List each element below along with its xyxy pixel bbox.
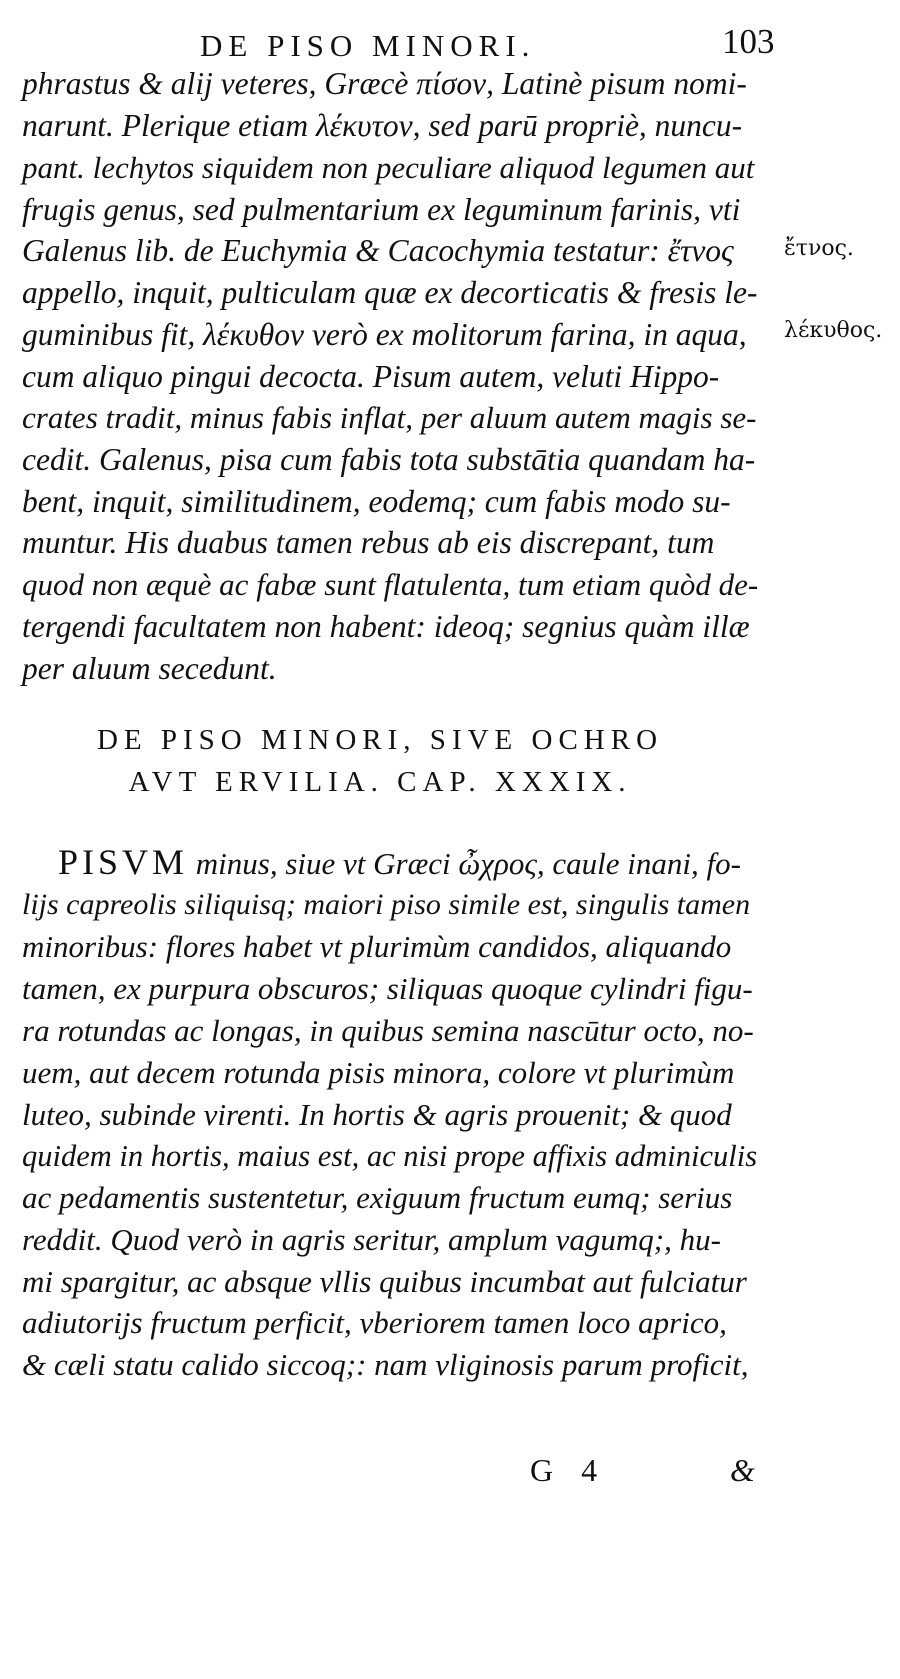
chapter-first-line xyxy=(58,840,741,886)
text-line: tergendi facultatem non habent: ideoq; segnius quàm illæ xyxy=(22,609,750,644)
text-line: phrastus & alij veteres, Græcè πίσον, Latinè pisum nomi- xyxy=(22,66,747,101)
text-line: crates tradit, minus fabis inflat, per aluum autem magis se- xyxy=(22,400,757,435)
text-line: tamen, ex purpura obscuros; siliquas quoque cylindri figu- xyxy=(22,971,753,1006)
text-line: appello, inquit, pulticulam quæ ex decorticatis & fresis le- xyxy=(22,275,758,310)
text-line: cum aliquo pingui decocta. Pisum autem, veluti Hippo- xyxy=(22,359,720,394)
running-head: DE PISO MINORI. xyxy=(200,28,536,63)
chapter-heading-line2: AVT ERVILIA. CAP. XXXIX. xyxy=(128,766,632,798)
margin-note: ἔτνος. xyxy=(784,236,854,261)
text-line: reddit. Quod verò in agris seritur, amplum vagumq;, hu- xyxy=(22,1222,721,1257)
text-line: quidem in hortis, maius est, ac nisi prope affixis adminiculis xyxy=(22,1139,758,1173)
text-line: quod non æquè ac fabæ sunt flatulenta, tum etiam quòd de- xyxy=(22,567,759,602)
text-line: & cæli statu calido siccoq;: nam vliginosis parum proficit, xyxy=(22,1347,749,1382)
text-line: narunt. Plerique etiam λέκυτον, sed parū propriè, nuncu- xyxy=(22,108,743,143)
text-line: ra rotundas ac longas, in quibus semina nascūtur octo, no- xyxy=(22,1013,754,1048)
initial-word: PISVM xyxy=(58,842,189,882)
text-line: mi spargitur, ac absque vllis quibus incumbat aut fulciatur xyxy=(22,1264,747,1299)
catchword: & xyxy=(730,1452,755,1488)
text-line: per aluum secedunt. xyxy=(22,651,277,686)
text-line: lijs capreolis siliquisq; maiori piso simile est, singulis tamen xyxy=(22,888,751,921)
text-line: uem, aut decem rotunda pisis minora, colore vt plurimùm xyxy=(22,1055,735,1090)
text-line: luteo, subinde virenti. In hortis & agris prouenit; & quod xyxy=(22,1097,732,1132)
signature-mark: G 4 xyxy=(530,1452,608,1488)
text-line: pant. lechytos siquidem non peculiare aliquod legumen aut xyxy=(22,150,755,185)
first-line-text: minus, siue vt Græci ὦχρος, caule inani, fo- xyxy=(188,846,741,881)
text-line: bent, inquit, similitudinem, eodemq; cum fabis modo su- xyxy=(22,484,731,519)
text-line: adiutorijs fructum perficit, vberiorem tamen loco aprico, xyxy=(22,1305,727,1340)
page-number: 103 xyxy=(722,22,775,61)
margin-note: λέκυθος. xyxy=(784,318,883,343)
text-line: muntur. His duabus tamen rebus ab eis discrepant, tum xyxy=(22,525,715,560)
text-line: minoribus: flores habet vt plurimùm candidos, aliquando xyxy=(22,929,732,964)
text-line: frugis genus, sed pulmentarium ex leguminum farinis, vti xyxy=(22,192,741,227)
text-line: ac pedamentis sustentetur, exiguum fructum eumq; serius xyxy=(22,1180,733,1215)
text-line: Galenus lib. de Euchymia & Cacochymia testatur: ἔτνος xyxy=(22,233,734,268)
text-line: cedit. Galenus, pisa cum fabis tota substātia quandam ha- xyxy=(22,442,756,477)
text-line: guminibus fit, λέκυθον verò ex molitorum farina, in aqua, xyxy=(22,317,747,352)
chapter-heading-line1: DE PISO MINORI, SIVE OCHRO xyxy=(96,724,664,756)
